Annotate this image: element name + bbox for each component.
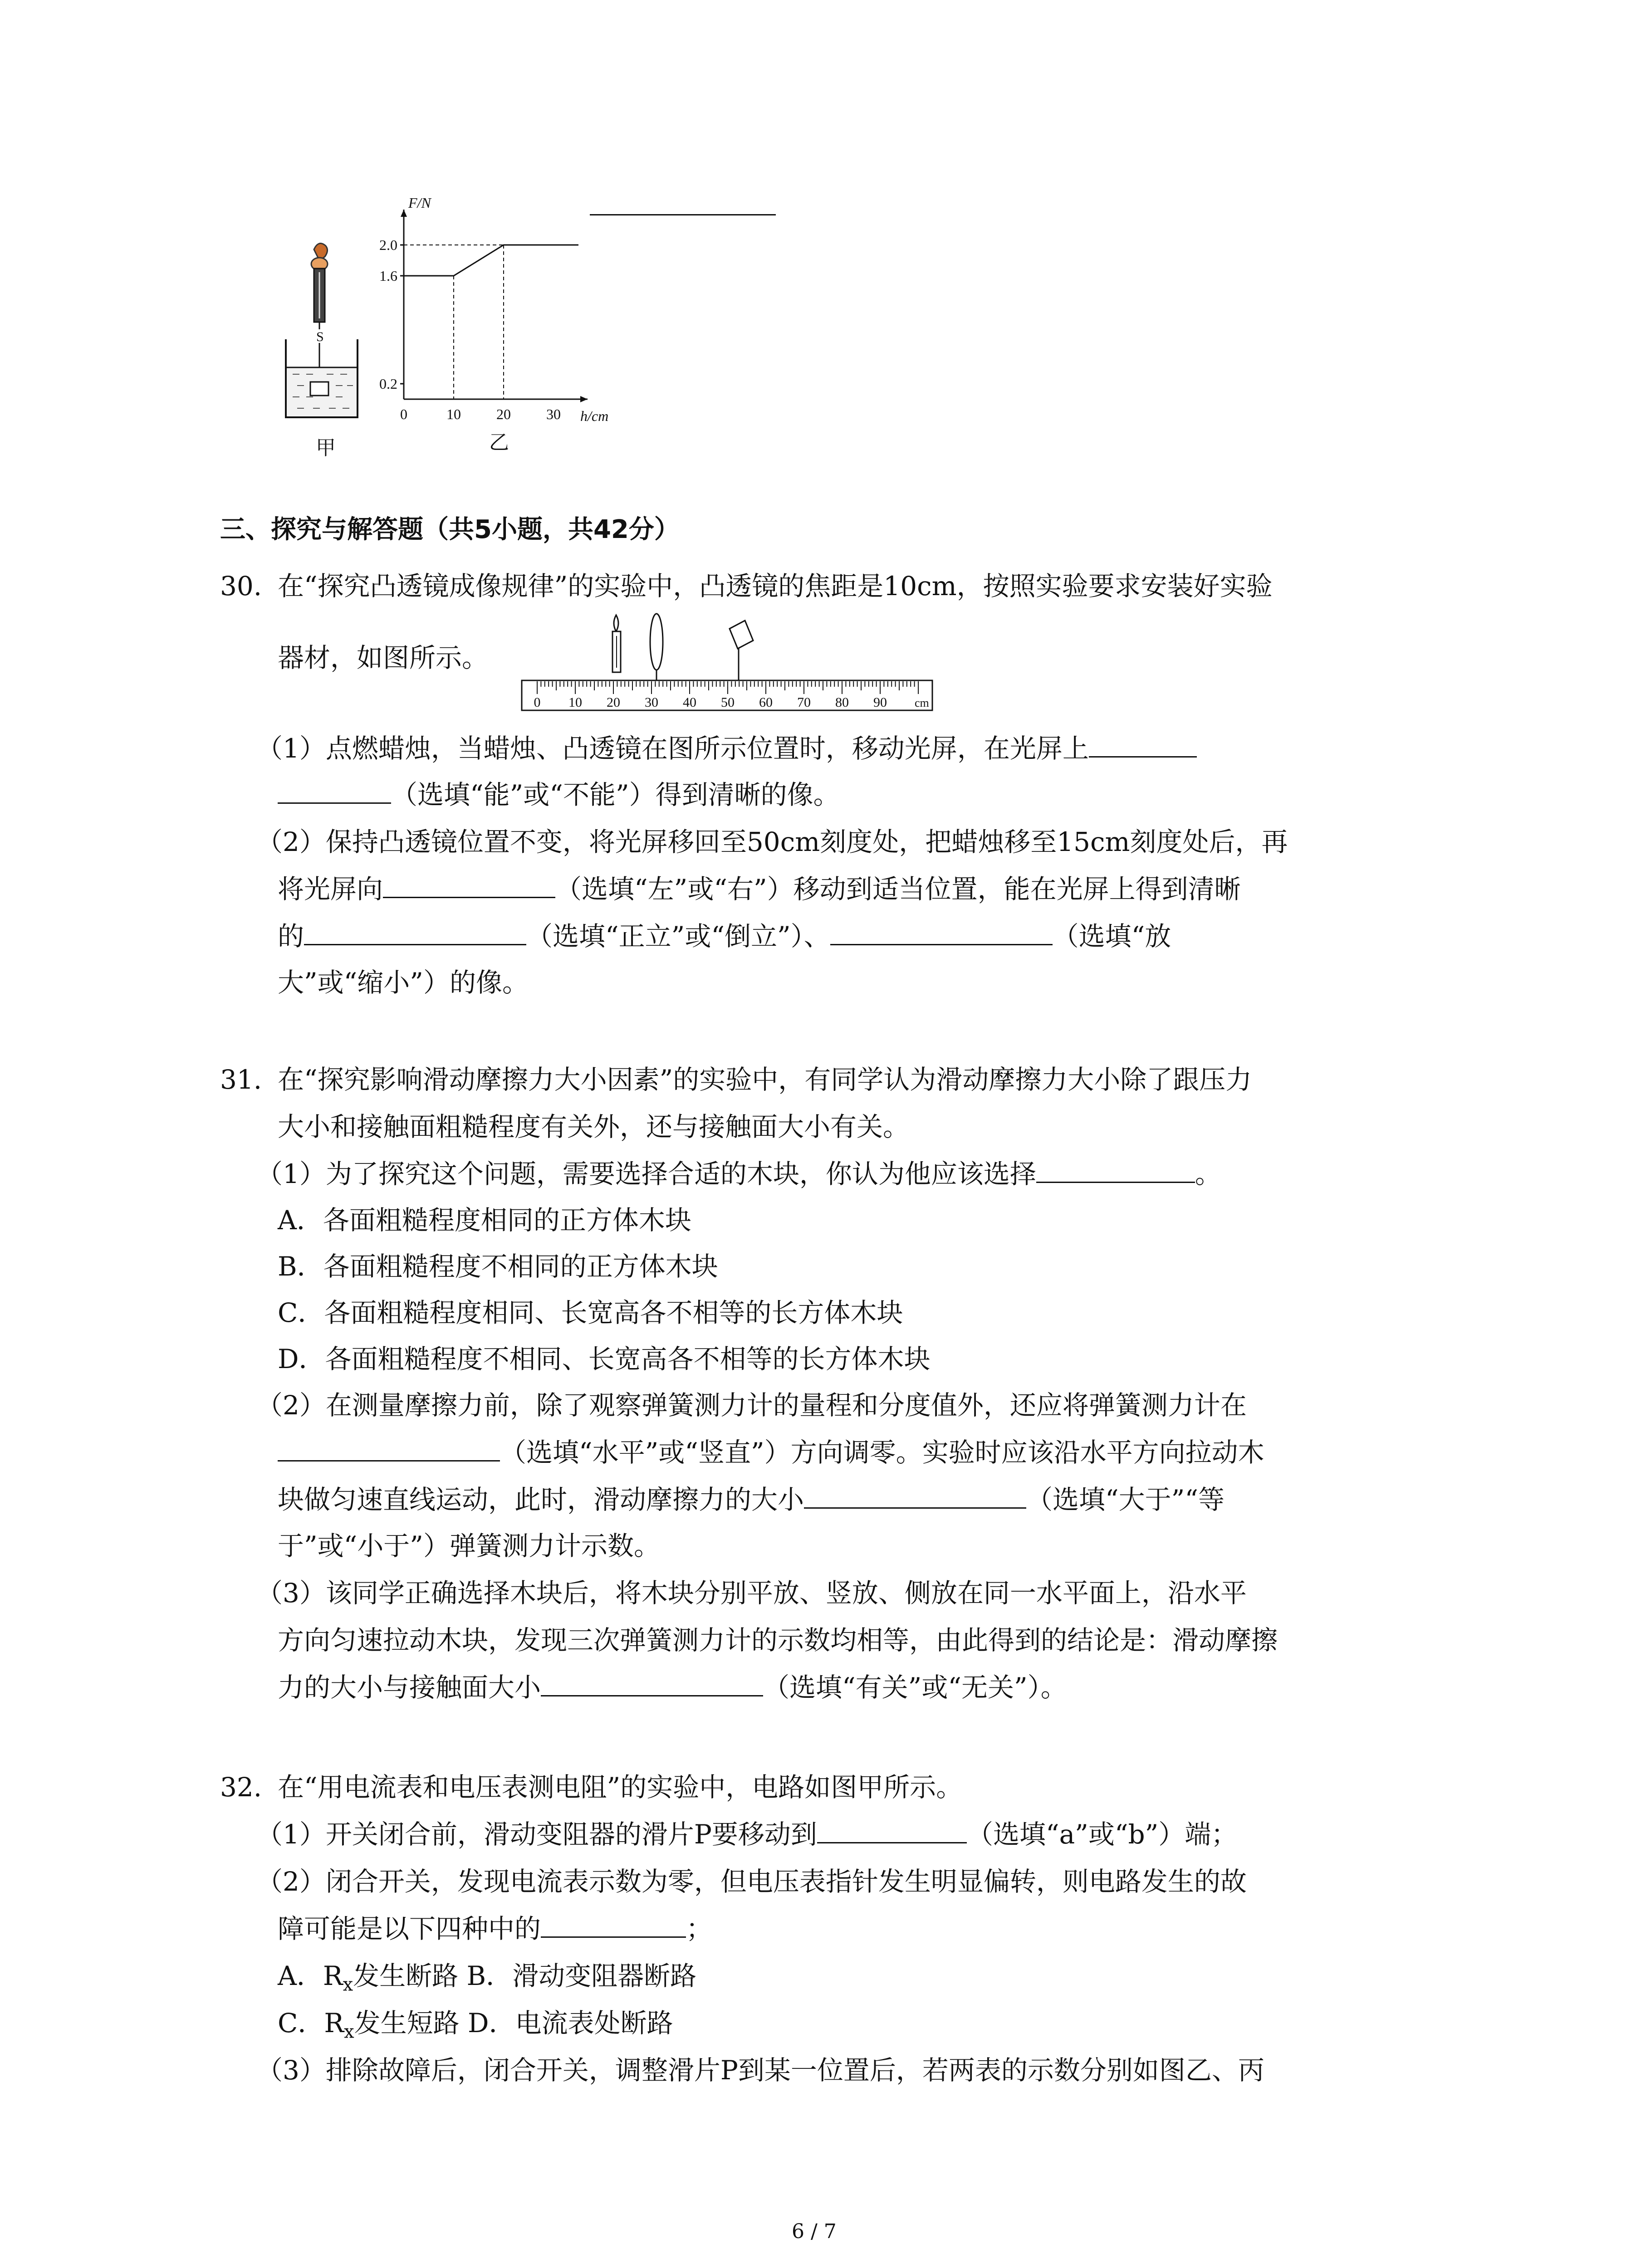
q31-option-c: C．各面粗糙程度相同、长宽高各不相等的长方体木块 xyxy=(278,1297,903,1328)
q32-opt-c: C．R xyxy=(278,2008,344,2038)
q30-part2-line4: 大”或“缩小”）的像。 xyxy=(278,967,529,998)
q31-part3-text-c2: （选填“有关”或“无关”）。 xyxy=(763,1672,1067,1703)
candle-icon xyxy=(612,615,621,672)
ruler-tick-label: 60 xyxy=(759,695,773,710)
q30-part2-line2 xyxy=(278,871,1241,907)
q32-opt-c-sub: x xyxy=(344,2021,354,2043)
q32-options-cd xyxy=(278,2005,673,2050)
light-screen-icon xyxy=(730,621,753,680)
ruler-tick-label: 10 xyxy=(568,695,582,710)
x-tick-label: 20 xyxy=(496,406,511,422)
y-axis-label: F/N xyxy=(408,195,431,211)
q31-option-d: D．各面粗糙程度不相同、长宽高各不相等的长方体木块 xyxy=(278,1344,931,1374)
q30-blank-2a[interactable] xyxy=(383,896,555,898)
q32-stem: 在“用电流表和电压表测电阻”的实验中，电路如图甲所示。 xyxy=(278,1772,963,1803)
q31-part2-line4: 于”或“小于”）弹簧测力计示数。 xyxy=(278,1530,660,1561)
q32-part2-text-b: 障可能是以下四种中的 xyxy=(278,1913,541,1944)
q30-part1-text-b: （选填“能”或“不能”）得到清晰的像。 xyxy=(391,779,840,810)
q31-part1-end: 。 xyxy=(1195,1158,1221,1189)
q30-blank-1b[interactable] xyxy=(278,802,391,804)
q31-part2-line1: （2）在测量摩擦力前，除了观察弹簧测力计的量程和分度值外，还应将弹簧测力计在 xyxy=(256,1390,1247,1421)
q30-part2-line1: （2）保持凸透镜位置不变，将光屏移回至50cm刻度处，把蜡烛移至15cm刻度处后，再 xyxy=(256,826,1288,857)
q30-part2-text-b2: （选填“左”或“右”）移动到适当位置，能在光屏上得到清晰 xyxy=(555,874,1241,904)
q32-blank-1[interactable] xyxy=(817,1842,967,1843)
q31-part2-text-b: （选填“水平”或“竖直”）方向调零。实验时应该沿水平方向拉动木 xyxy=(500,1437,1264,1468)
q32-number: 32. xyxy=(220,1772,262,1803)
ruler-tick-label: 20 xyxy=(607,695,620,710)
q32-options-ab xyxy=(278,1958,696,2003)
q32-opt-a-rest: 发生断路 B．滑动变阻器断路 xyxy=(353,1960,697,1991)
ruler-tick-label: 0 xyxy=(534,695,541,710)
q31-part2-line3 xyxy=(278,1481,1225,1518)
y-axis-arrow xyxy=(401,210,407,217)
q32-opt-a-sub: x xyxy=(343,1974,353,1995)
q31-blank-3[interactable] xyxy=(541,1695,763,1696)
q31-stem-line2: 大小和接触面粗糙程度有关外，还与接触面大小有关。 xyxy=(278,1111,910,1142)
figure-yi-caption: 乙 xyxy=(489,431,509,454)
q31-blank-2b[interactable] xyxy=(804,1507,1026,1509)
q31-part1-text: （1）为了探究这个问题，需要选择合适的木块，你认为他应该选择 xyxy=(256,1158,1036,1189)
q32-part1-text-b: （选填“a”或“b”）端； xyxy=(966,1819,1238,1850)
hook-label: S xyxy=(316,329,324,344)
q32-blank-2[interactable] xyxy=(541,1936,686,1938)
ruler-tick-label: 80 xyxy=(835,695,849,710)
q31-part1 xyxy=(256,1156,1221,1192)
y-tick-label: 0.2 xyxy=(379,376,397,392)
q30-stem-line2: 器材，如图所示。 xyxy=(278,642,489,673)
q30-blank-2b[interactable] xyxy=(304,943,526,945)
figure-yi-chart xyxy=(372,195,681,454)
q31-part2-line2 xyxy=(278,1434,1264,1471)
q32-part2-end: ； xyxy=(686,1913,713,1944)
x-tick-label: 30 xyxy=(546,406,561,422)
figure-jia xyxy=(272,236,381,463)
page-number: 6 / 7 xyxy=(792,2220,837,2243)
ruler-tick-label: 70 xyxy=(797,695,811,710)
q30-part2-text-c3: （选填“放 xyxy=(1052,921,1171,952)
q30-part2-text-c1: 的 xyxy=(278,921,304,952)
q32-part2-line2 xyxy=(278,1911,712,1947)
q31-blank-2a[interactable] xyxy=(278,1460,500,1461)
q32-part2-line1: （2）闭合开关，发现电流表示数为零，但电压表指针发生明显偏转，则电路发生的故 xyxy=(256,1866,1247,1897)
q30-part1-line1 xyxy=(256,730,1197,767)
q31-part3-text-c1: 力的大小与接触面大小 xyxy=(278,1672,541,1703)
q31-option-a: A．各面粗糙程度相同的正方体木块 xyxy=(278,1205,691,1236)
section-title: 三、探究与解答题（共5小题，共42分） xyxy=(220,515,680,544)
ruler-unit-label: cm xyxy=(915,696,929,709)
q30-part2-text-b1: 将光屏向 xyxy=(278,874,383,904)
q31-part2-text-c2: （选填“大于”“等 xyxy=(1026,1484,1225,1515)
series-line xyxy=(404,245,578,276)
ruler-tick-label: 50 xyxy=(721,695,735,710)
q30-part2-text-c2: （选填“正立”或“倒立”）、 xyxy=(526,921,830,952)
q31-number: 31. xyxy=(220,1064,262,1095)
figure-jia-caption: 甲 xyxy=(316,437,336,459)
x-tick-label: 0 xyxy=(400,406,407,422)
x-tick-label: 10 xyxy=(446,406,461,422)
q32-opt-a: A．R xyxy=(278,1960,343,1991)
y-tick-label: 2.0 xyxy=(379,237,397,253)
q31-part3-line1: （3）该同学正确选择木块后，将木块分别平放、竖放、侧放在同一水平面上，沿水平 xyxy=(256,1578,1247,1608)
q32-part1 xyxy=(256,1816,1237,1853)
q31-blank-1[interactable] xyxy=(1036,1181,1195,1183)
x-axis-label: h/cm xyxy=(580,408,609,424)
x-axis-arrow xyxy=(580,396,588,402)
y-tick-label: 1.6 xyxy=(379,268,397,284)
q30-blank-2c[interactable] xyxy=(830,943,1053,945)
q32-opt-c-rest: 发生短路 D．电流表处断路 xyxy=(354,2008,673,2038)
q31-part3-line2: 方向匀速拉动木块，发现三次弹簧测力计的示数均相等，由此得到的结论是：滑动摩擦 xyxy=(278,1625,1278,1656)
q30-part1-line2 xyxy=(278,777,840,813)
q30-stem-line1: 在“探究凸透镜成像规律”的实验中，凸透镜的焦距是10cm，按照实验要求安装好实验 xyxy=(278,571,1273,601)
q31-part3-line3 xyxy=(278,1669,1067,1706)
q30-part1-text-a: （1）点燃蜡烛，当蜡烛、凸透镜在图所示位置时，移动光屏，在光屏上 xyxy=(256,733,1089,764)
convex-lens-icon xyxy=(650,614,663,670)
q30-blank-1a[interactable] xyxy=(1089,756,1197,758)
ruler-tick-label: 40 xyxy=(683,695,696,710)
q30-part2-line3 xyxy=(278,918,1171,954)
q31-stem-line1: 在“探究影响滑动摩擦力大小因素”的实验中，有同学认为滑动摩擦力大小除了跟压力 xyxy=(278,1064,1252,1095)
q32-part3: （3）排除故障后，闭合开关，调整滑片P到某一位置后，若两表的示数分别如图乙、丙 xyxy=(256,2055,1264,2086)
q30-number: 30. xyxy=(220,571,262,601)
q31-option-b: B．各面粗糙程度不相同的正方体木块 xyxy=(278,1251,718,1282)
q32-part1-text-a: （1）开关闭合前，滑动变阻器的滑片P要移动到 xyxy=(256,1819,817,1850)
ruler-tick-label: 30 xyxy=(645,695,658,710)
optical-bench-figure xyxy=(522,608,939,712)
ruler-tick-label: 90 xyxy=(873,695,887,710)
q31-part2-text-c1: 块做匀速直线运动，此时，滑动摩擦力的大小 xyxy=(278,1484,804,1515)
